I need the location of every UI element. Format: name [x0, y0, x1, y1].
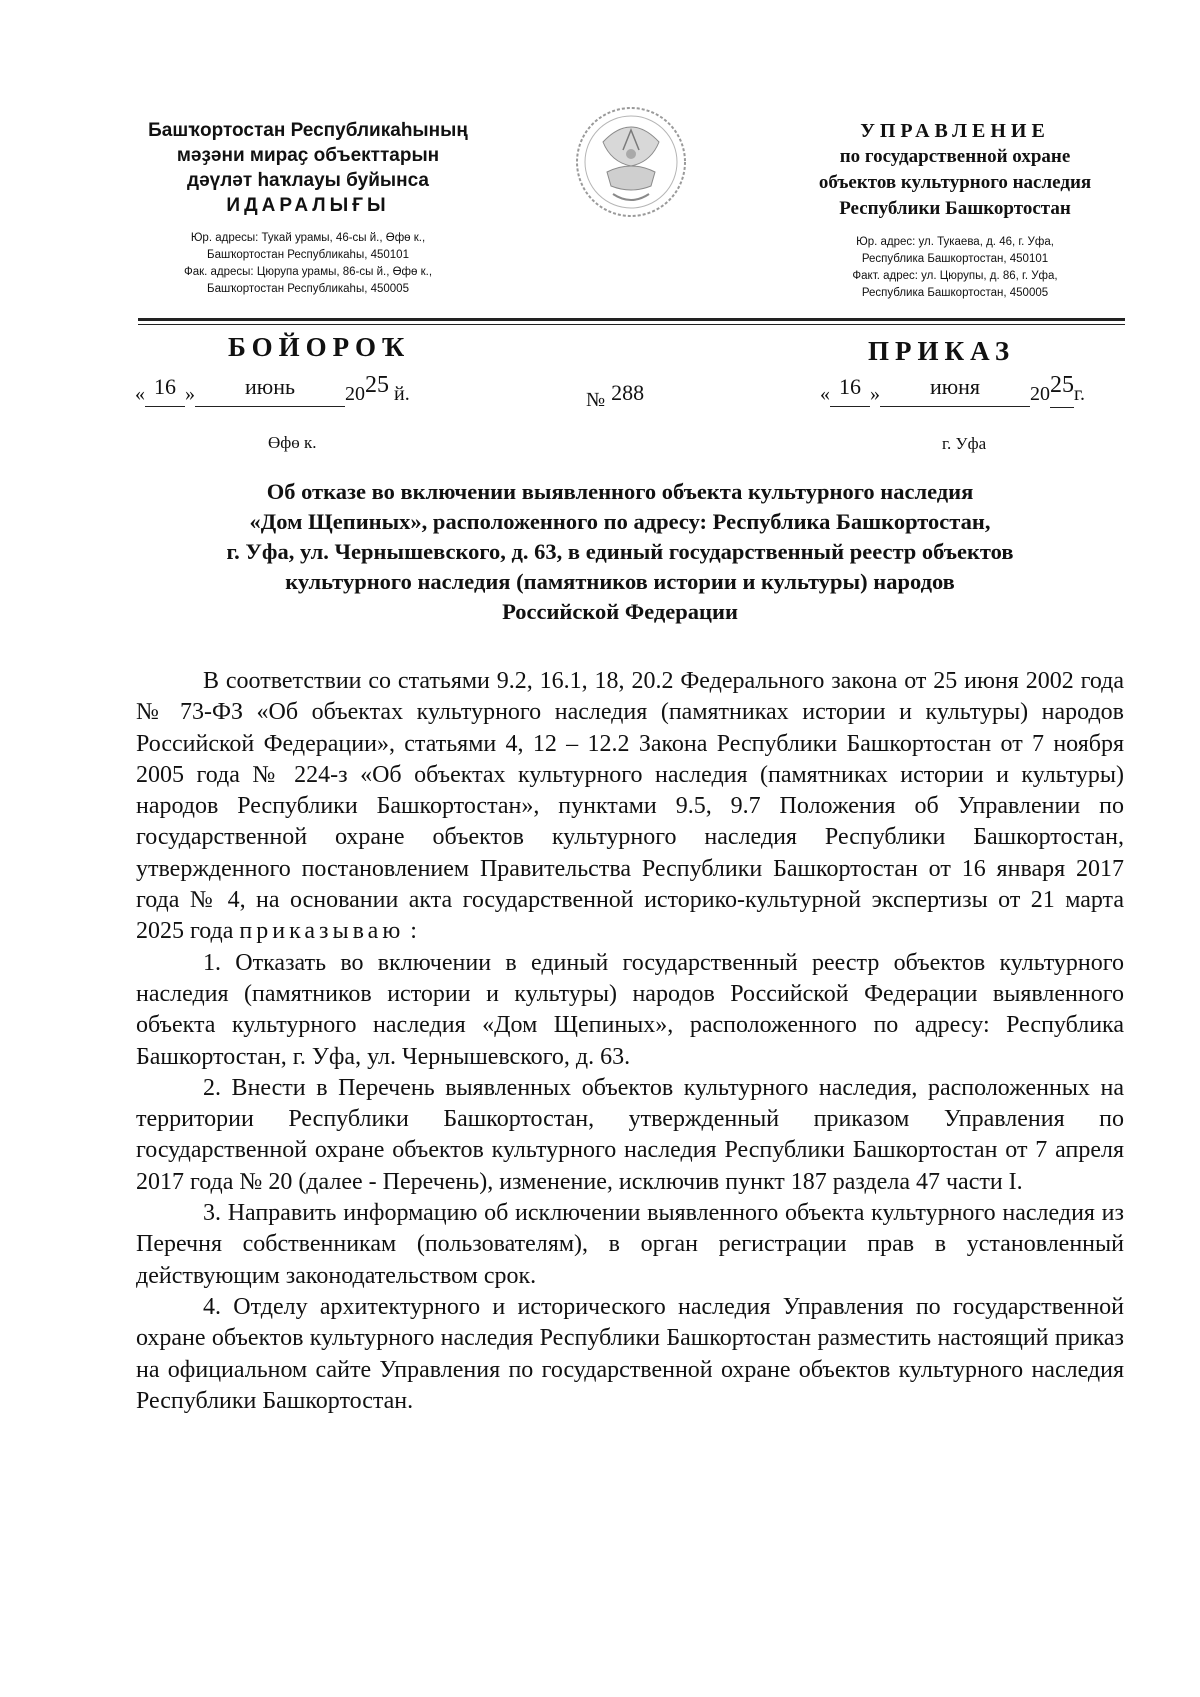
preamble-text: В соответствии со статьями 9.2, 16.1, 18, 20.2 Федерального закона от 25 июня 2002 года № 73-ФЗ «Об объектах культурного наследия (памятниках истории и культуры) народов Российской Федерации», статьями 4, 12 – 12.2 Закона Республики Башкортостан от 7 ноября 2005 года № 224-з «Об объектах культурного наследия (памятниках истории и культуры) народов Республики Башкортостан», пунктами 9.5, 9.7 Положения об Управлении по государственной охране объектов культурного наследия Республики Башкортостан, утвержденного постановлением Правительства Республики Башкортостан от 16 января 2017 года № 4, на основании акта государственной историко-культурной экспертизы от 21 марта 2025 года — [136, 668, 1124, 945]
date-russian — [820, 372, 1085, 408]
address-line: Фак. адресы: Цюрупа урамы, 86-сы й., Өфө к., — [183, 266, 433, 278]
date-day: 16 — [839, 374, 861, 399]
date-month: июнь — [244, 374, 295, 399]
item-paragraph: 4. Отделу архитектурного и исторического наследия Управления по государственной охране объектов культурного наследия Республики Башкортостан разместить настоящий приказ на официальном сайте Управления по государственной охране объектов культурного наследия Республики Башкортостан. — [136, 1293, 1124, 1414]
header-divider-thick — [138, 318, 1125, 321]
header-bashkir-address — [118, 230, 498, 298]
header-bashkir-line: Башҡортостан Республикаһының — [148, 120, 468, 141]
quote-close: » — [185, 383, 195, 405]
order-word: приказываю — [239, 918, 405, 945]
address-line: Республика Башкортостан, 450005 — [861, 287, 1049, 299]
header-russian-line: Республики Башкортостан — [839, 198, 1071, 219]
date-unit: г. — [1074, 383, 1085, 405]
title-line: Российской Федерации — [502, 599, 738, 624]
date-unit: й. — [394, 383, 410, 405]
title-line: г. Уфа, ул. Чернышевского, д. 63, в единый государственный реестр объектов — [226, 539, 1014, 564]
date-month: июня — [929, 374, 981, 399]
address-line: Башҡортостан Республикаһы, 450005 — [207, 283, 409, 295]
city-bashkir: Өфө к. — [268, 433, 317, 452]
quote-close: » — [870, 383, 880, 405]
address-line: Башҡортостан Республикаһы, 450101 — [207, 249, 409, 261]
header-russian-block — [770, 118, 1140, 302]
order-number — [586, 380, 645, 412]
doc-type-bashkir: БОЙОРОҠ — [228, 332, 411, 362]
date-year-suffix: 25 — [365, 372, 389, 398]
header-divider-thin — [138, 324, 1125, 325]
quote-open: « — [820, 383, 830, 405]
header-russian-title: УПРАВЛЕНИЕ — [860, 120, 1050, 142]
header-russian-address — [770, 234, 1140, 302]
address-line: Юр. адрес: ул. Тукаева, д. 46, г. Уфа, — [856, 236, 1054, 248]
number-sign: № — [586, 389, 606, 411]
header-bashkir-line: мәҙәни мираҫ объекттарын — [176, 145, 440, 166]
number-value: 288 — [611, 380, 645, 405]
item-paragraph: 1. Отказать во включении в единый государственный реестр объектов культурного наследия (памятников истории и культуры) народов Российской Федерации выявленного объекта культурного наследия «Дом Щепиных», расположенного по адресу: Республика Башкортостан, г. Уфа, ул. Чернышевского, д. 63. — [136, 949, 1124, 1070]
address-line: Юр. адресы: Тукай урамы, 46-сы й., Өфө к., — [190, 232, 426, 244]
date-bashkir — [135, 372, 410, 407]
date-year-prefix: 20 — [345, 383, 365, 405]
address-line: Республика Башкортостан, 450101 — [861, 253, 1049, 265]
header-russian-line: объектов культурного наследия — [818, 172, 1092, 193]
title-line: Об отказе во включении выявленного объекта культурного наследия — [266, 479, 974, 504]
date-year-suffix: 25 — [1050, 372, 1074, 398]
title-line: «Дом Щепиных», расположенного по адресу: Республика Башкортостан, — [249, 509, 991, 534]
header-bashkir-org: ИДАРАЛЫҒЫ — [226, 195, 390, 216]
address-line: Факт. адрес: ул. Цюрупы, д. 86, г. Уфа, — [852, 270, 1058, 282]
date-day: 16 — [154, 374, 176, 399]
header-bashkir-block — [118, 118, 498, 298]
document-body — [136, 666, 1124, 1417]
coat-of-arms-emblem — [573, 102, 689, 222]
city-russian: г. Уфа — [942, 434, 987, 453]
quote-open: « — [135, 383, 145, 405]
item-paragraph: 2. Внести в Перечень выявленных объектов культурного наследия, расположенных на территории Республики Башкортостан, утвержденный приказом Управления по государственной охране объектов культурного наследия Республики Башкортостан от 7 апреля 2017 года № 20 (далее - Перечень), изменение, исключив пункт 187 раздела 47 части I. — [136, 1074, 1124, 1195]
header-bashkir-line: дәүләт һаҡлауы буйынса — [187, 170, 429, 191]
order-colon: : — [404, 918, 417, 945]
header-russian-line: по государственной охране — [839, 146, 1071, 167]
doc-type-russian: ПРИКАЗ — [868, 336, 1016, 366]
date-year-prefix: 20 — [1030, 383, 1050, 405]
title-line: культурного наследия (памятников истории и культуры) народов — [285, 569, 955, 594]
document-title — [150, 477, 1090, 627]
item-paragraph: 3. Направить информацию об исключении выявленного объекта культурного наследия из Перечня собственникам (пользователям), в орган регистрации прав в установленный действующим законодательством срок. — [136, 1200, 1124, 1289]
preamble-paragraph — [136, 666, 1124, 948]
